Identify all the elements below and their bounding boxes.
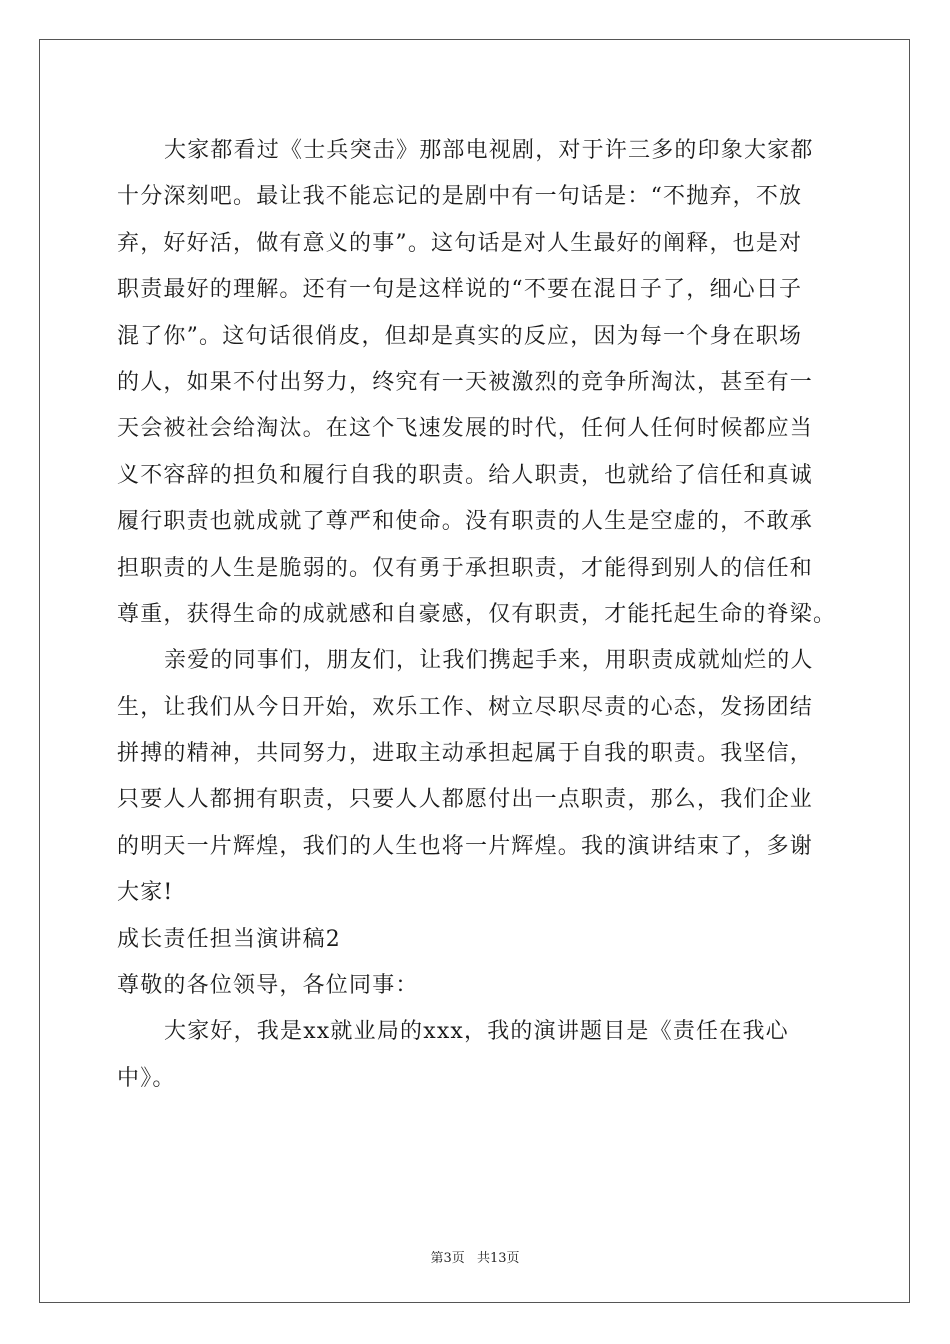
text-line: 大家都看过《士兵突击》那部电视剧，对于许三多的印象大家都 bbox=[164, 138, 814, 163]
text-line: 尊敬的各位领导，各位同事： bbox=[117, 973, 419, 999]
text-line: 亲爱的同事们，朋友们，让我们携起手来，用职责成就灿烂的人 bbox=[164, 648, 814, 674]
page-number: 第3页 bbox=[430, 1251, 465, 1266]
text-line: 生，让我们从今日开始，欢乐工作、树立尽职尽责的心态，发扬团结 bbox=[117, 694, 814, 720]
text-line: 职责最好的理解。还有一句是这样说的“不要在混日子了，细心日子 bbox=[117, 277, 803, 303]
text-line: 天会被社会给淘汰。在这个飞速发展的时代，任何人任何时候都应当 bbox=[117, 416, 814, 442]
text-line: 大家好，我是xx就业局的xxx，我的演讲题目是《责任在我心 bbox=[164, 1019, 789, 1045]
page-total: 共13页 bbox=[476, 1251, 520, 1266]
text-line: 担职责的人生是脆弱的。仅有勇于承担职责，才能得到别人的信任和 bbox=[117, 555, 814, 581]
text-line: 拼搏的精神，共同努力，进取主动承担起属于自我的职责。我坚信， bbox=[117, 741, 814, 767]
text-line: 的明天一片辉煌，我们的人生也将一片辉煌。我的演讲结束了，多谢 bbox=[117, 833, 814, 859]
text-line: 履行职责也就成就了尊严和使命。没有职责的人生是空虚的，不敢承 bbox=[117, 509, 814, 535]
text-line: 中》。 bbox=[117, 1065, 176, 1091]
text-line: 义不容辞的担负和履行自我的职责。给人职责，也就给了信任和真诚 bbox=[117, 462, 814, 488]
text-line: 混了你”。这句话很俏皮，但却是真实的反应，因为每一个身在职场 bbox=[117, 323, 803, 349]
page-footer bbox=[0, 1247, 950, 1266]
text-line: 的人，如果不付出努力，终究有一天被激烈的竞争所淘汰，甚至有一 bbox=[117, 369, 814, 395]
text-line: 成长责任担当演讲稿2 bbox=[117, 926, 341, 952]
text-line: 十分深刻吧。最让我不能忘记的是剧中有一句话是：“不抛弃，不放 bbox=[117, 184, 803, 210]
text-line: 只要人人都拥有职责，只要人人都愿付出一点职责，那么，我们企业 bbox=[117, 787, 814, 813]
text-line: 弃，好好活，做有意义的事”。这句话是对人生最好的阐释，也是对 bbox=[117, 230, 803, 256]
text-line: 大家! bbox=[117, 880, 174, 906]
text-line: 尊重，获得生命的成就感和自豪感，仅有职责，才能托起生命的脊梁。 bbox=[117, 601, 837, 627]
document-body bbox=[117, 128, 835, 1102]
